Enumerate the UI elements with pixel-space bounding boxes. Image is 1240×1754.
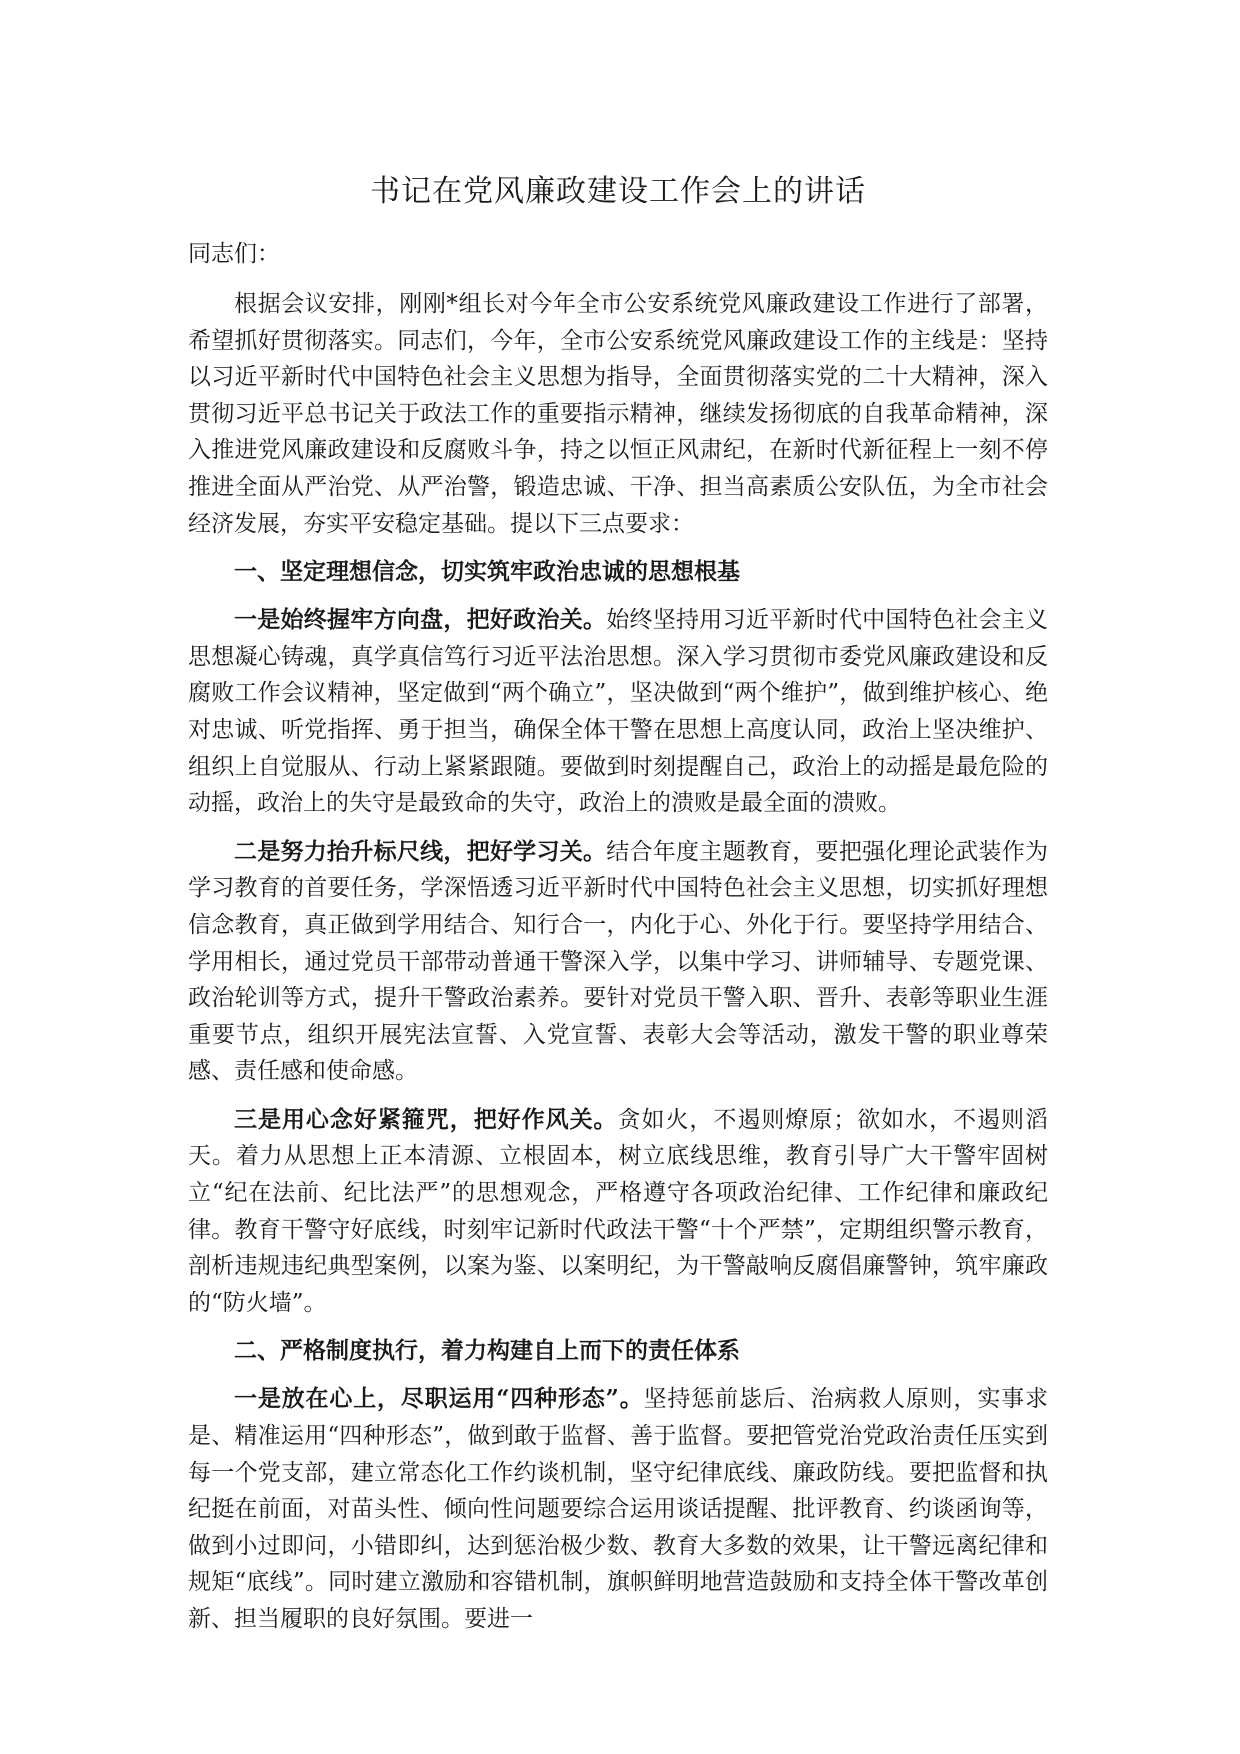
salutation: 同志们： — [188, 241, 280, 267]
section-heading-2: 二、严格制度执行，着力构建自上而下的责任体系 — [234, 1337, 740, 1365]
section2-paragraph-1 — [188, 1381, 1048, 1637]
section1-paragraph-1 — [188, 602, 1048, 822]
document-title: 书记在党风廉政建设工作会上的讲话 — [370, 174, 866, 209]
section1-paragraph-3-lead: 三是用心念好紧箍咒，把好作风关。 — [234, 1105, 618, 1133]
section1-paragraph-3-body: 贪如火，不遏则燎原；欲如水，不遏则滔天。着力从思想上正本清源、立根固本，树立底线思维，教育引导广大干警牢固树立“纪在法前、纪比法严”的思想观念，严格遵守各项政治纪律、工作纪律和廉政纪律。教育干警守好底线，时刻牢记新时代政法干警“十个严禁”，定期组织警示教育，剖析违规违纪典型案例，以案为鉴、以案明纪，为干警敲响反腐倡廉警钟，筑牢廉政的“防火墙”。 — [188, 1106, 1049, 1316]
section1-paragraph-1-lead: 一是始终握牢方向盘，把好政治关。 — [234, 606, 607, 634]
section1-paragraph-1-body: 始终坚持用习近平新时代中国特色社会主义思想凝心铸魂，真学真信笃行习近平法治思想。深入学习贯彻市委党风廉政建设和反腐败工作会议精神，坚定做到“两个确立”，坚决做到“两个维护”，做到维护核心、绝对忠诚、听党指挥、勇于担当，确保全体干警在思想上高度认同，政治上坚决维护、组织上自觉服从、行动上紧紧跟随。要做到时刻提醒自己，政治上的动摇是最危险的动摇，政治上的失守是最致命的失守，政治上的溃败是最全面的溃败。 — [188, 607, 1049, 817]
section-heading-1: 一、坚定理想信念，切实筑牢政治忠诚的思想根基 — [234, 558, 740, 586]
section1-paragraph-2-lead: 二是努力抬升标尺线，把好学习关。 — [234, 837, 607, 865]
section1-paragraph-3 — [188, 1102, 1048, 1322]
document-page — [188, 170, 1048, 1650]
intro-paragraph: 根据会议安排，刚刚*组长对今年全市公安系统党风廉政建设工作进行了部署，希望抓好贯彻落实。同志们，今年，全市公安系统党风廉政建设工作的主线是：坚持以习近平新时代中国特色社会主义思想为指导，全面贯彻落实党的二十大精神，深入贯彻习近平总书记关于政法工作的重要指示精神，继续发扬彻底的自我革命精神，深入推进党风廉政建设和反腐败斗争，持之以恒正风肃纪，在新时代新征程上一刻不停推进全面从严治党、从严治警，锻造忠诚、干净、担当高素质公安队伍，为全市社会经济发展，夯实平安稳定基础。提以下三点要求： — [188, 291, 1048, 537]
section2-paragraph-1-body: 坚持惩前毖后、治病救人原则，实事求是、精准运用“四种形态”，做到敢于监督、善于监督。要把管党治党政治责任压实到每一个党支部，建立常态化工作约谈机制，坚守纪律底线、廉政防线。要把监督和执纪挺在前面，对苗头性、倾向性问题要综合运用谈话提醒、批评教育、约谈函询等，做到小过即问，小错即纠，达到惩治极少数、教育大多数的效果，让干警远离纪律和规矩“底线”。同时建立激励和容错机制，旗帜鲜明地营造鼓励和支持全体干警改革创新、担当履职的良好氛围。要进一 — [188, 1386, 1049, 1632]
section2-paragraph-1-lead: 一是放在心上，尽职运用“四种形态”。 — [234, 1385, 644, 1413]
section1-paragraph-2-body: 结合年度主题教育，要把强化理论武装作为学习教育的首要任务，学深悟透习近平新时代中国特色社会主义思想，切实抓好理想信念教育，真正做到学用结合、知行合一，内化于心、外化于行。要坚持学用结合、学用相长，通过党员干部带动普通干警深入学，以集中学习、讲师辅导、专题党课、政治轮训等方式，提升干警政治素养。要针对党员干警入职、晋升、表彰等职业生涯重要节点，组织开展宪法宣誓、入党宣誓、表彰大会等活动，激发干警的职业尊荣感、责任感和使命感。 — [188, 838, 1049, 1085]
section1-paragraph-2 — [188, 834, 1048, 1090]
